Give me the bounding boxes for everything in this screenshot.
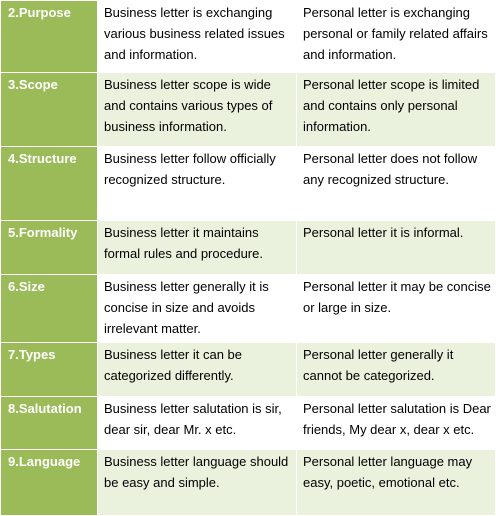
aspect-cell: 3.Scope [1, 73, 98, 147]
business-cell: Business letter generally it is concise in size and avoids irrelevant matter. [98, 275, 297, 343]
table-row [1, 397, 496, 450]
business-cell: Business letter follow officially recognized structure. [98, 147, 297, 221]
aspect-cell: 5.Formality [1, 221, 98, 275]
personal-cell: Personal letter salutation is Dear friends, My dear x, dear x etc. [297, 397, 496, 450]
aspect-cell: 9.Language [1, 450, 98, 516]
personal-cell: Personal letter it may be concise or large in size. [297, 275, 496, 343]
personal-cell: Personal letter scope is limited and contains only personal information. [297, 73, 496, 147]
personal-cell: Personal letter language may easy, poetic, emotional etc. [297, 450, 496, 516]
business-cell: Business letter scope is wide and contains various types of business information. [98, 73, 297, 147]
aspect-cell: 4.Structure [1, 147, 98, 221]
personal-cell: Personal letter is exchanging personal or family related affairs and information. [297, 1, 496, 73]
aspect-cell: 2.Purpose [1, 1, 98, 73]
business-cell: Business letter it maintains formal rules and procedure. [98, 221, 297, 275]
table-row [1, 221, 496, 275]
business-cell: Business letter is exchanging various business related issues and information. [98, 1, 297, 73]
business-cell: Business letter salutation is sir, dear sir, dear Mr. x etc. [98, 397, 297, 450]
business-cell: Business letter language should be easy and simple. [98, 450, 297, 516]
personal-cell: Personal letter does not follow any recognized structure. [297, 147, 496, 221]
aspect-cell: 8.Salutation [1, 397, 98, 450]
table-row [1, 147, 496, 221]
business-cell: Business letter it can be categorized differently. [98, 343, 297, 397]
table-row [1, 343, 496, 397]
table-row [1, 1, 496, 73]
table-row [1, 450, 496, 516]
aspect-cell: 6.Size [1, 275, 98, 343]
personal-cell: Personal letter generally it cannot be categorized. [297, 343, 496, 397]
table-row [1, 275, 496, 343]
personal-cell: Personal letter it is informal. [297, 221, 496, 275]
table-row [1, 73, 496, 147]
aspect-cell: 7.Types [1, 343, 98, 397]
